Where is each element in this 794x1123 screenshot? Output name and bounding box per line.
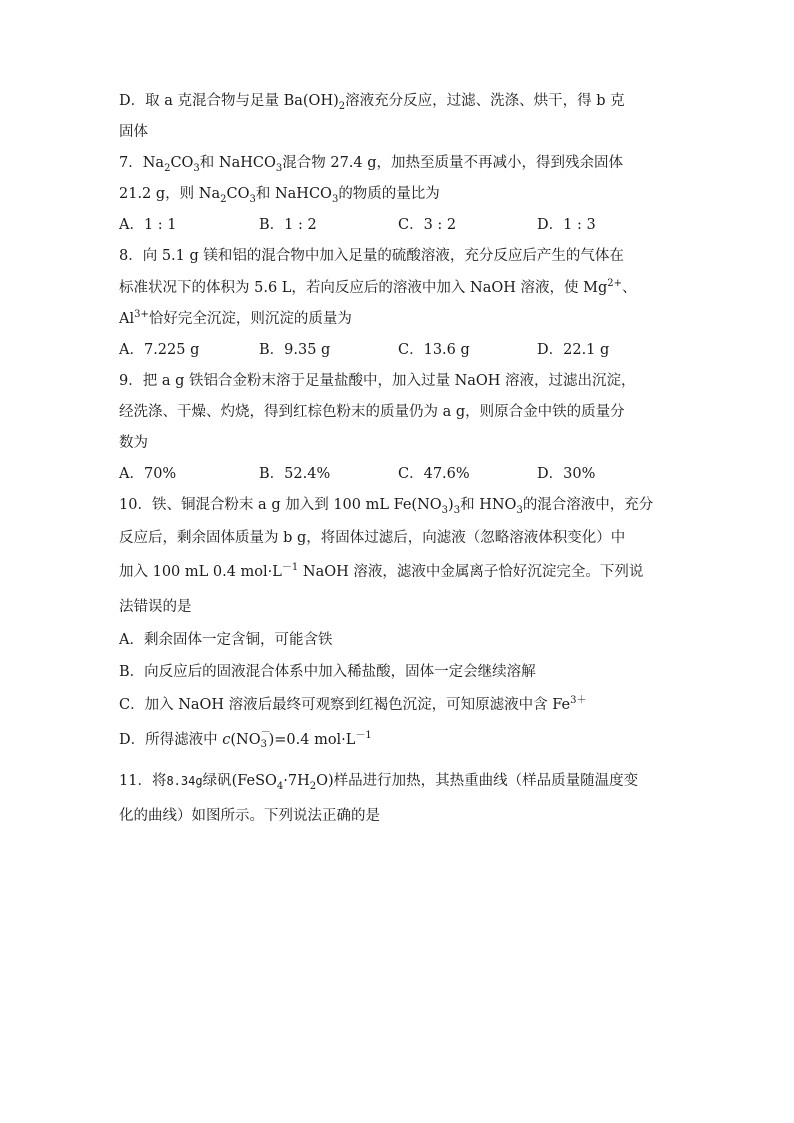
- q10-stem-line2: 反应后，剩余固体质量为 b g，将固体过滤后，向滤液（忽略溶液体积变化）中: [119, 530, 626, 546]
- q8-stem-line1: 8．向 5.1 g 镁和铝的混合物中加入足量的硫酸溶液，充分反应后产生的气体在: [119, 248, 624, 264]
- q11-stem-line1: 11．将8.34g绿矾$(FeSO_4\cdot 7H_2O)$样品进行加热，其热重曲线（样品质量随温度变: [119, 773, 639, 792]
- q8-stem-line3: $Al^{3+}$恰好完全沉淀，则沉淀的质量为: [119, 309, 352, 327]
- q10-stem-line1: 10．铁、铜混合粉末 a g 加入到 100 mL $Fe(NO_3)_3$和 $HNO_3$的混合溶液中，充分: [119, 497, 654, 516]
- q7-stem-line1: 7．$Na_2CO_3$和 NaHCO$_3$混合物 27.4 g，加热至质量不再减小，得到残余固体: [119, 155, 624, 174]
- q6-option-d-line1: D．取 a 克混合物与足量 $Ba(OH)_2$溶液充分反应，过滤、洗涤、烘干，得 b 克: [119, 93, 625, 112]
- q9-stem-line3: 数为: [119, 435, 148, 451]
- q9-option-c: C．47.6%: [398, 466, 470, 482]
- q7-option-c: C．3 : 2: [398, 217, 457, 233]
- q7-option-a: A．1 : 1: [119, 217, 177, 233]
- q8-option-c: C．13.6 g: [398, 342, 470, 358]
- q10-option-a: A．剩余固体一定含铜，可能含铁: [119, 632, 333, 648]
- q9-stem-line2: 经洗涤、干燥、灼烧，得到红棕色粉末的质量仍为 a g，则原合金中铁的质量分: [119, 404, 625, 420]
- q8-option-b: B．9.35 g: [259, 342, 331, 358]
- q10-option-d: D．所得滤液中 c(NO － 3 )=0.4 $mol\cdot L^{-1}$: [119, 727, 372, 750]
- q7-option-d: D．1 : 3: [537, 217, 596, 233]
- q8-stem-line2: 标准状况下的体积为 5.6 L，若向反应后的溶液中加入 NaOH 溶液，使 $Mg^{2+}$、: [119, 278, 637, 296]
- q9-option-b: B．52.4%: [259, 466, 331, 482]
- q10-stem-line3: 加入 100 mL 0.4 $mol\cdot L^{-1}$ NaOH 溶液，滤液中金属离子恰好沉淀完全。下列说: [119, 562, 644, 580]
- q9-option-d: D．30%: [537, 466, 596, 482]
- q10-stem-line4: 法错误的是: [119, 599, 192, 615]
- q10-option-b: B．向反应后的固液混合体系中加入稀盐酸，固体一定会继续溶解: [119, 664, 536, 680]
- q9-option-a: A．70%: [119, 466, 177, 482]
- q11-stem-line2: 化的曲线）如图所示。下列说法正确的是: [119, 808, 380, 824]
- q7-option-b: B．1 : 2: [259, 217, 317, 233]
- q9-stem-line1: 9．把 a g 铁铝合金粉末溶于足量盐酸中，加入过量 NaOH 溶液，过滤出沉淀，: [119, 373, 636, 389]
- q7-stem-line2: 21.2 g，则 $Na_2CO_3$和 NaHCO$_3$的物质的量比为: [119, 186, 440, 205]
- q8-option-d: D．22.1 g: [537, 342, 610, 358]
- q6-option-d-line2: 固体: [119, 124, 148, 140]
- q10-option-c: C．加入 NaOH 溶液后最终可观察到红褐色沉淀，可知原滤液中含 $Fe^{3+}$: [119, 695, 587, 713]
- q8-option-a: A．7.225 g: [119, 342, 200, 358]
